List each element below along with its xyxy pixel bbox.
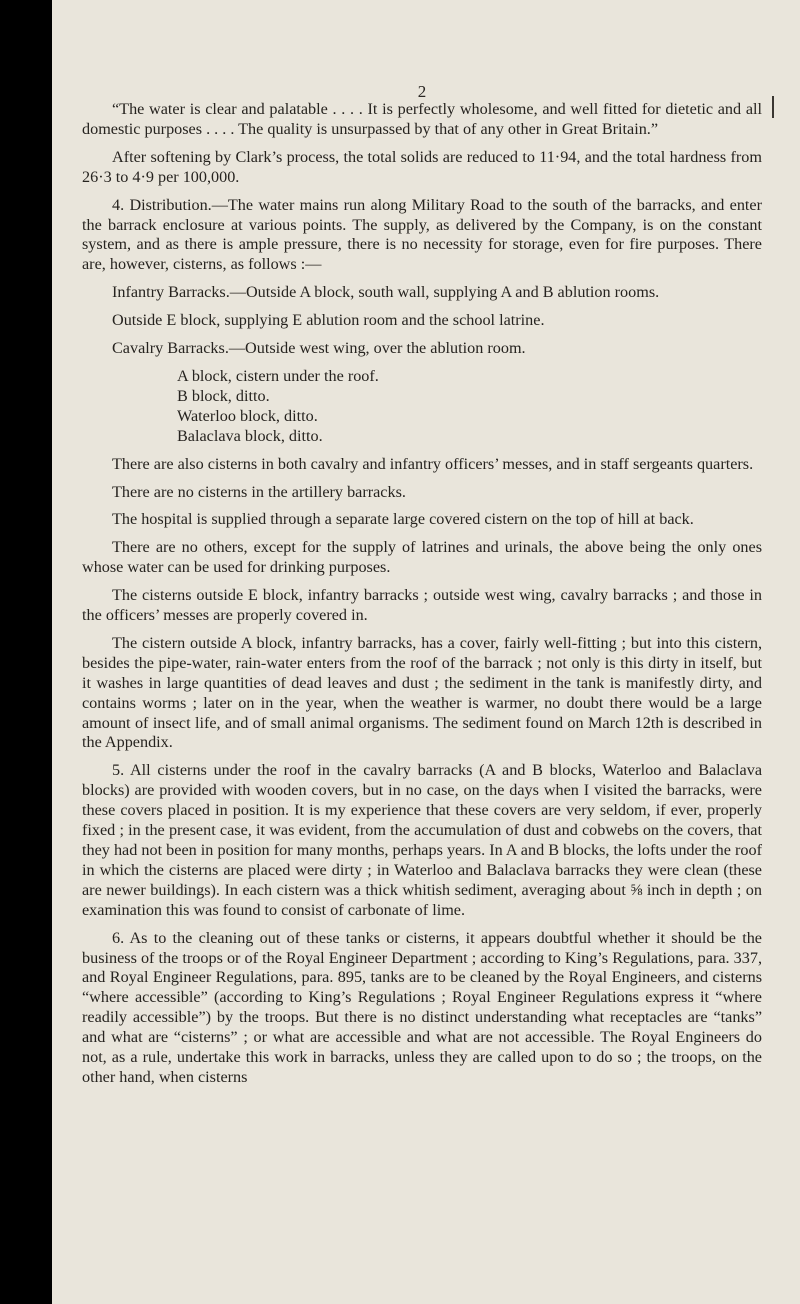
paragraph: The cisterns outside E block, infantry barracks ; outside west wing, cavalry barracks ; and those in the officers’ messes are properly covered in. — [82, 586, 762, 625]
paragraph: After softening by Clark’s process, the total solids are reduced to 11·94, and the total hardness from 26·3 to 4·9 per 100,000. — [82, 147, 762, 186]
page-number: 2 — [417, 82, 427, 101]
document-page — [52, 0, 800, 1304]
paragraph: The cistern outside A block, infantry barracks, has a cover, fairly well-fitting ; but into this cistern, besides the pipe-water, rain-water enters from the roof of the barrack ; not only is this dirty in itself, but it washes in large quantities of dead leaves and dust ; the sediment in the tank is manifestly dirty, and contains worms ; later on in the year, when the weather is warmer, no doubt there would be a large amount of insect life, and of small animal organisms. The sediment found on March 12th is described in the Appendix. — [82, 633, 762, 752]
list-item: Waterloo block, ditto. — [177, 406, 318, 425]
section-cleaning: 6. As to the cleaning out of these tanks or cisterns, it appears doubtful whether it should be the business of the troops or of the Royal Engineer Department ; according to King’s Regulations, para. 337, and Royal Engineer Regulations, para. 895, tanks are to be cleaned by the Royal Engineers, and cisterns “where accessible” (according to King’s Regulations ; Royal Engineer Regulations express it “where readily accessible”) by the troops. But there is no distinct understanding what receptacles are “tanks” and what are “cisterns” ; or what are accessible and what are not accessible. The Royal Engineers do not, as a rule, undertake this work in barracks, unless they are called upon to do so ; the troops, on the other hand, when cisterns — [82, 928, 762, 1086]
list-item: B block, ditto. — [177, 386, 270, 405]
body-text — [82, 100, 762, 1096]
paragraph: Cavalry Barracks.—Outside west wing, over the ablution room. — [112, 339, 526, 358]
paragraph: The hospital is supplied through a separate large covered cistern on the top of hill at back. — [112, 510, 694, 529]
paragraph: There are no cisterns in the artillery barracks. — [112, 482, 406, 501]
margin-mark — [772, 96, 774, 118]
paragraph: Outside E block, supplying E ablution room and the school latrine. — [112, 311, 545, 330]
quote-paragraph: “The water is clear and palatable . . . . It is perfectly wholesome, and well fitted for dietetic and all domestic purposes . . . . The quality is unsurpassed by that of any other in Great Britain.” — [82, 100, 762, 138]
section-distribution: 4. Distribution.—The water mains run along Military Road to the south of the barracks, and enter the barrack enclosure at various points. The supply, as delivered by the Company, is on the constant system, and as there is ample pressure, there is no necessity for storage, even for fire purposes. There are, however, cisterns, as follows :— — [82, 195, 762, 274]
section-covers: 5. All cisterns under the roof in the cavalry barracks (A and B blocks, Waterloo and Balaclava blocks) are provided with wooden covers, but in no case, on the days when I visited the barracks, were these covers placed in position. It is my experience that these covers are very seldom, if ever, properly fixed ; in the present case, it was evident, from the accumulation of dust and cobwebs on the covers, that they had not been in position for many months, perhaps years. In A and B blocks, the lofts under the roof in which the cisterns are placed were dirty ; in Waterloo and Balaclava barracks they were clean (these are newer buildings). In each cistern was a thick whitish sediment, averaging about ⅝ inch in depth ; on examination this was found to consist of carbonate of lime. — [82, 761, 762, 919]
list-item: Balaclava block, ditto. — [177, 426, 323, 445]
list-item: A block, cistern under the roof. — [177, 366, 379, 385]
paragraph: Infantry Barracks.—Outside A block, south wall, supplying A and B ablution rooms. — [112, 283, 660, 302]
paragraph: There are no others, except for the supply of latrines and urinals, the above being the only ones whose water can be used for drinking purposes. — [82, 538, 762, 577]
paragraph: There are also cisterns in both cavalry and infantry officers’ messes, and in staff sergeants quarters. — [112, 454, 754, 473]
